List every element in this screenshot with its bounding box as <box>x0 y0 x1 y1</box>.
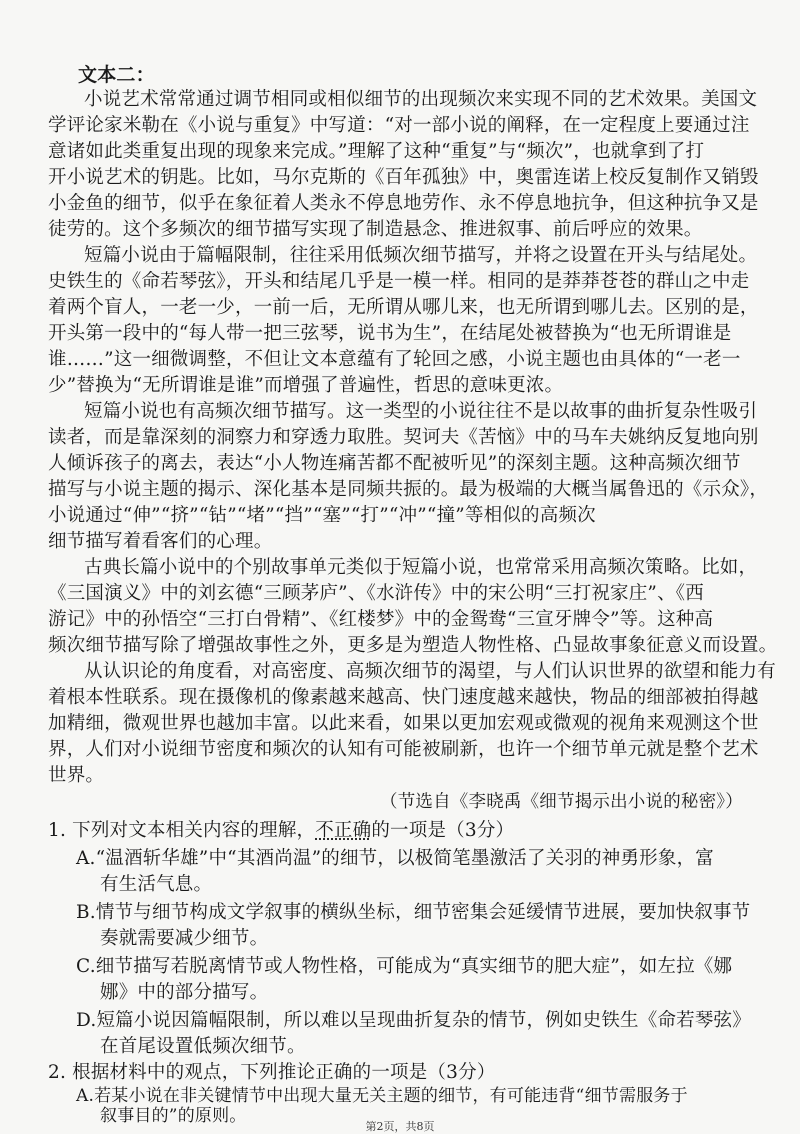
option-a-cont: 叙事目的”的原则。 <box>100 1106 247 1126</box>
text-line: 界，人们对小说细节密度和频次的认知有可能被刷新，也许一个细节单元就是整个艺术 <box>48 739 759 760</box>
text-line: 频次细节描写除了增强故事性之外，更多是为塑造人物性格、凸显故事象征意义而设置。 <box>48 635 778 656</box>
text-line: 短篇小说也有高频次细节描写。这一类型的小说往往不是以故事的曲折复杂性吸引 <box>84 401 758 422</box>
text-line: 细节描写着看客们的心理。 <box>48 531 273 552</box>
text-line: 加精细，微观世界也越加丰富。以此来看，如果以更加宏观或微观的视角来观测这个世 <box>48 713 759 734</box>
option-b[interactable]: B.情节与细节构成文学叙事的横纵坐标，细节密集会延缓情节进展，要加快叙事节 <box>76 902 751 923</box>
text-line: 意诸如此类重复出现的现象来完成。”理解了这种“重复”与“频次”，也就拿到了打 <box>48 141 705 162</box>
option-a[interactable]: A.“温酒斩华雄”中“其酒尚温”的细节，以极简笔墨激活了关羽的神勇形象，富 <box>76 848 714 869</box>
text-line: 短篇小说由于篇幅限制，往往采用低频次细节描写，并将之设置在开头与结尾处。 <box>84 245 758 266</box>
option-c-cont: 娜》中的部分描写。 <box>100 982 269 1003</box>
option-a-cont: 有生活气息。 <box>100 874 213 895</box>
text-line: 世界。 <box>48 765 105 786</box>
text-line: 谁……”这一细微调整，不但让文本意蕴有了轮回之感，小说主题也由具体的“一老一 <box>48 349 741 370</box>
text-line: 描写与小说主题的揭示、深化基本是同频共振的。最为极端的大概当属鲁迅的《示众》， <box>48 479 769 500</box>
text-line: 小说艺术常常通过调节相同或相似细节的出现频次来实现不同的艺术效果。美国文 <box>84 89 758 110</box>
text-line: 史铁生的《命若琴弦》，开头和结尾几乎是一模一样。相同的是莽莽苍苍的群山之中走 <box>48 271 750 292</box>
page-number: 第2页，共8页 <box>365 1120 435 1133</box>
text-line: 开头第一段中的“每人带一把三弦琴，说书为生”，在结尾处被替换为“也无所谓谁是 <box>48 323 732 344</box>
text-line: 读者，而是靠深刻的洞察力和穿透力取胜。契诃夫《苦恼》中的马车夫姚纳反复地向别 <box>48 427 759 448</box>
section-heading: 文本二： <box>78 64 155 86</box>
question-stem <box>48 822 514 841</box>
option-c[interactable]: C.细节描写若脱离情节或人物性格，可能成为“真实细节的肥大症”，如左拉《娜 <box>76 956 733 977</box>
text-line: 小说通过“伸”“挤”“钻”“堵”“挡”“塞”“打”“冲”“撞”等相似的高频次 <box>48 505 596 526</box>
text-line: 徒劳的。这个多频次的细节描写实现了制造悬念、推进叙事、前后呼应的效果。 <box>48 219 703 240</box>
question-stem: 2. 根据材料中的观点，下列推论正确的一项是（3分） <box>48 1062 496 1083</box>
text-line: 着两个盲人，一老一少，一前一后，无所谓从哪儿来，也无所谓到哪儿去。区别的是， <box>48 297 759 318</box>
text-line: 游记》中的孙悟空“三打白骨精”、《红楼梦》中的金鸳鸯“三宣牙牌令”等。这种高 <box>48 609 714 630</box>
text-line: 古典长篇小说中的个别故事单元类似于短篇小说，也常常采用高频次策略。比如， <box>84 557 758 578</box>
source-citation: （节选自《李晓禹《细节揭示出小说的秘密》） <box>380 792 743 812</box>
stem-emphasis: 不正确 <box>315 820 372 841</box>
option-b-cont: 奏就需要减少细节。 <box>100 928 269 949</box>
text-line: 《三国演义》中的刘玄德“三顾茅庐”、《水浒传》中的宋公明“三打祝家庄”、《西 <box>48 583 704 604</box>
text-line: 小金鱼的细节，似乎在象征着人类永不停息地劳作、永不停息地抗争，但这种抗争又是 <box>48 193 759 214</box>
text-line: 着根本性联系。现在摄像机的像素越来越高、快门速度越来越快，物品的细部被拍得越 <box>48 687 759 708</box>
text-line: 人倾诉孩子的离去，表达“小人物连痛苦都不配被听见”的深刻主题。这种高频次细节 <box>48 453 741 474</box>
stem-prefix: 1. 下列对文本相关内容的理解， <box>48 820 316 841</box>
text-line: 少”替换为“无所谓谁是谁”而增强了普遍性，哲思的意味更浓。 <box>48 375 564 396</box>
option-d[interactable]: D.短篇小说因篇幅限制，所以难以呈现曲折复杂的情节，例如史铁生《命若琴弦》 <box>76 1010 751 1031</box>
option-a[interactable]: A.若某小说在非关键情节中出现大量无关主题的细节，有可能违背“细节需服务于 <box>76 1086 688 1106</box>
option-d-cont: 在首尾设置低频次细节。 <box>100 1036 306 1057</box>
text-line: 学评论家米勒在《小说与重复》中写道：“对一部小说的阐释，在一定程度上要通过注 <box>48 115 750 136</box>
text-line: 开小说艺术的钥匙。比如，马尔克斯的《百年孤独》中，奥雷连诺上校反复制作又销毁 <box>48 167 759 188</box>
text-line: 从认识论的角度看，对高密度、高频次细节的渴望，与人们认识世界的欲望和能力有 <box>84 661 776 682</box>
stem-suffix: 的一项是（3分） <box>371 820 515 841</box>
